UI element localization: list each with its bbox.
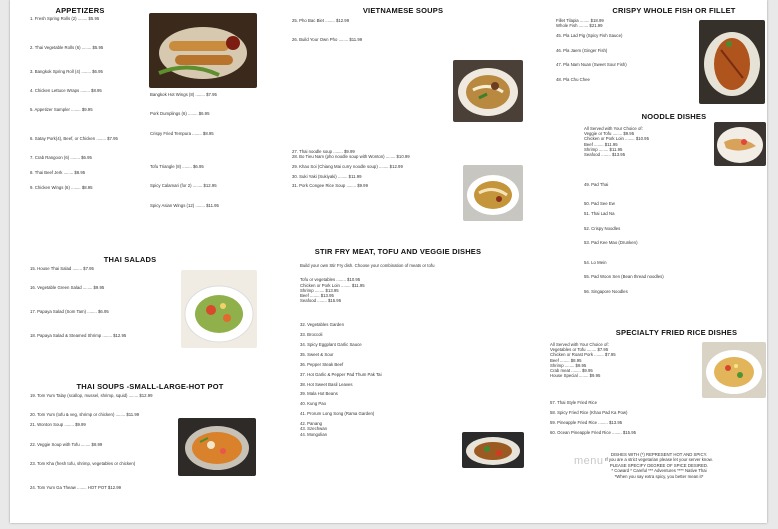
menu-item: 21. Wonton Soup ........ $9.99 (30, 422, 86, 428)
menu-item: Bangkok Hot Wings (8) ........ $7.95 (150, 92, 217, 97)
menu-item: 31. Pork Congee Rice Soup ........ $9.99 (292, 183, 368, 189)
spice-notice-line: DISHES WITH (*) REPRESENT HOT AND SPICY. (610, 452, 708, 457)
menu-item: 36. Pepper Steak Beef (300, 361, 344, 367)
menu-item: Pork Dumplings (6) ........ $6.95 (150, 111, 210, 117)
menu-item: 29. Khao Soi (Chiang Mai curry noodle soup) ........ $12.99 (292, 163, 403, 169)
menu-item: 30. Suki Yaki (Sukiyaki) ........ $11.99 (292, 173, 362, 179)
thai-soups-heading: THAI SOUPS -SMALL-LARGE-HOT POT (76, 382, 224, 391)
menu-item: 55. Pad Woon Sen (Bean thread noodles) (584, 274, 664, 280)
viet-soups-mid (292, 78, 442, 198)
price-line: Fillet Tilapia ........ $18.99 (556, 18, 604, 23)
stir-fry-heading: STIR FRY MEAT, TOFU AND VEGGIE DISHES (314, 247, 482, 256)
menu-item: 9. Chicken Wings (6) ........ $8.95 (30, 184, 93, 190)
price-line: Shrimp ........ $13.95 (300, 287, 339, 293)
noodle-prices (584, 126, 712, 157)
thai-salads-heading: THAI SALADS (103, 255, 157, 264)
appetizers-heading: APPETIZERS (55, 6, 105, 15)
menu-item: 46. Pla Jaem (Ginger Fish) (556, 47, 608, 53)
watermark: menu (574, 455, 604, 467)
menu-item: 39. Mala Hot Beans (300, 391, 338, 397)
menu-item: 18. Papaya Salad & Steamed Shrimp ........ $12.95 (30, 333, 127, 339)
noodle-list (584, 182, 764, 304)
spice-notice-line: PLEASE SPECIFY DEGREE OF SPICE DESIRED. (609, 462, 709, 468)
food-photo-pho (453, 60, 523, 122)
menu-item: 58. Spicy Fried Rice (Khao Pad Ka Pow) (550, 409, 628, 415)
menu-item: 27. Thai noodle soup ........ $9.99 (292, 148, 355, 154)
fried-rice-heading: SPECIALTY FRIED RICE DISHES (615, 328, 738, 337)
appetizers-list (30, 16, 140, 190)
menu-item: Spicy Calamari (for 2) ........ $12.95 (150, 183, 217, 189)
food-photo-fish (699, 20, 765, 104)
price-line: Shrimp ........ $11.95 (584, 146, 623, 152)
menu-item: 57. Thai Style Fried Rice (550, 400, 597, 405)
crispy-fish-heading: CRISPY WHOLE FISH OR FILLET (612, 6, 736, 15)
spice-notice-line: If you are a strict vegetarian please let your server know. (605, 457, 713, 463)
menu-item: 52. Crispy Noodles (584, 225, 621, 231)
menu-note: All Served with Your Choice of: (584, 126, 643, 131)
menu-item: 16. Vegetable Green Salad ........ $9.95 (30, 285, 105, 291)
price-line: Beef ........ $11.95 (584, 141, 618, 147)
menu-sheet (10, 0, 767, 523)
fried-rice-list (550, 400, 764, 440)
menu-item: 48. Pla Chu Chee (556, 76, 590, 82)
menu-item: 44. Mongolian (300, 431, 327, 437)
menu-item: 15. House Thai Salad ........ $7.95 (30, 266, 94, 271)
menu-item: 2. Thai Vegetable Rolls (6) ........ $5.95 (30, 44, 104, 50)
vietnamese-soups-heading: VIETNAMESE SOUPS (362, 6, 444, 15)
menu-item: 40. Kung Pao (300, 401, 327, 407)
salads-list (30, 266, 176, 339)
viet-soups-top (292, 18, 466, 61)
menu-item: 37. Hot Garlic & Pepper Pad Thum Pak Tai (300, 371, 382, 377)
noodle-dishes-heading: NOODLE DISHES (641, 112, 707, 121)
menu-item: 50. Pad See Ew (584, 201, 615, 207)
price-line: Vegetables or Tofu ........ $7.95 (550, 347, 609, 353)
menu-item: 24. Tom Yum Ga Theaw ........ HOT POT $12.99 (30, 484, 122, 490)
menu-item: 56. Singapore Noodles (584, 288, 628, 294)
price-line: Beef ........ $13.95 (300, 292, 334, 298)
menu-item: 3. Bangkok Spring Roll (4) ........ $6.95 (30, 68, 103, 74)
menu-item: 17. Papaya Salad (Som Tam) ........ $6.95 (30, 309, 109, 315)
spice-notice-line: *When you say extra spicy, you better mean it* (614, 473, 704, 479)
fried-rice-prices (550, 342, 670, 378)
food-photo-fried-rice (702, 342, 766, 398)
price-line: Whole Fish ........ $21.99 (556, 23, 603, 29)
price-line: Veggie or Tofu ........ $9.95 (584, 131, 635, 137)
menu-item: 51. Thai Lad Na (584, 211, 615, 217)
menu-item: 23. Tom Kha (fresh tofu, shrimp, vegetables or chicken) (30, 460, 136, 466)
food-photo-noodles (714, 122, 766, 166)
appetizers-right-list (150, 92, 258, 217)
column-left (10, 0, 260, 523)
food-photo-salad (181, 270, 257, 348)
price-line: Beef ........ $8.95 (550, 357, 582, 363)
menu-item: 5. Appetizer Sampler ........ $9.95 (30, 107, 93, 113)
menu-item: 6. Satay Pork(4), Beef, or Chicken ........ $7.95 (30, 136, 118, 142)
menu-note: All Served with Your Choice of: (550, 342, 609, 347)
menu-item: 60. Ocean Pineapple Fried Rice ........ $15.95 (550, 429, 636, 435)
menu-item: 33. Broccoli (300, 332, 323, 338)
menu-item: 59. Pineapple Fried Rice ........ $13.95 (550, 419, 623, 425)
price-line: Tofu or vegetables ........ $10.95 (300, 277, 361, 283)
food-photo-noodle-soup (463, 165, 523, 221)
price-line: House Special ........ $9.95 (550, 373, 601, 379)
menu-item: 4. Chicken Lettuce Wraps ........ $8.95 (30, 88, 102, 94)
price-line: Chicken or Pork Loin ........ $11.95 (300, 282, 365, 288)
menu-item: 47. Pla Nam Nuan (Sweet Sour Fish) (556, 62, 627, 68)
menu-item: 22. Veggie Soup with Tofu ........ $8.99 (30, 441, 103, 447)
column-middle (268, 0, 526, 523)
menu-item: 28. Bo Tieu Nam (pho noodle soup with Wonton) ........ $10.99 (292, 153, 410, 159)
menu-item: 25. Pho Bac Biet ........ $12.99 (292, 18, 350, 23)
menu-item: 42. Panang (300, 421, 322, 427)
menu-item: 54. Lo Mein (584, 259, 607, 265)
spice-notice-line: * Coward * Careful *** Adventures **** Native Thai (611, 468, 707, 474)
menu-item: 34. Spicy Eggplant Garlic Sauce (300, 341, 362, 347)
stir-fry-list (300, 258, 500, 437)
price-line: Seafood ........ $15.95 (300, 298, 342, 304)
menu-item: 53. Pad Kee Mao (Drunken) (584, 240, 638, 246)
menu-item: Tofu Triangle (8) ........ $6.95 (150, 164, 204, 170)
fish-list (556, 18, 696, 101)
column-right (534, 0, 767, 523)
menu-item: 1. Fresh Spring Rolls (2) ........ $5.95 (30, 16, 100, 21)
menu-item: 41. Prorum Long Song (Rama Garden) (300, 411, 375, 417)
menu-item: Crispy Fried Tempura ........ $8.95 (150, 130, 214, 136)
menu-item: 26. Build Your Own Pho ........ $11.99 (292, 37, 363, 43)
menu-item: 19. Tom Yum Talay (scallop, mussel, shrimp, squid) ........ $12.99 (30, 393, 153, 398)
menu-item: Spicy Asian Wings (12) ........ $11.95 (150, 202, 219, 208)
food-photo-spring-rolls (149, 13, 257, 88)
menu-item: Build your own Stir Fry dish. Choose your combination of meats or tofu (300, 262, 435, 268)
menu-item: 8. Thai Beef Jerk ........ $8.95 (30, 170, 86, 175)
menu-item: 45. Pla Lad Pig (Spicy Fish Sauce) (556, 33, 623, 39)
menu-item: 35. Sweet & Sour (300, 351, 334, 357)
food-photo-soup (178, 418, 256, 476)
price-line: Crab meat ........ $9.95 (550, 368, 593, 374)
price-line: Chicken or Roast Pork ........ $7.95 (550, 352, 616, 358)
menu-item: 38. Hot Sweet Basil Leaves (300, 381, 353, 387)
food-photo-stir-fry (462, 432, 524, 468)
price-line: Seafood ........ $13.95 (584, 152, 626, 158)
menu-item: 20. Tom Yum (tofu & veg, shrimp or chicken) ........ $11.99 (30, 412, 140, 418)
menu-item: 49. Pad Thai (584, 182, 609, 187)
menu-item: 7. Crab Rangoon (6) ........ $6.95 (30, 155, 92, 161)
menu-item: 43. Szechwan (300, 426, 327, 432)
price-line: Chicken or Pork Loin ........ $10.95 (584, 136, 649, 142)
price-line: Shrimp ........ $8.95 (550, 362, 587, 368)
menu-item: 32. Vegetables Garden (300, 322, 344, 328)
